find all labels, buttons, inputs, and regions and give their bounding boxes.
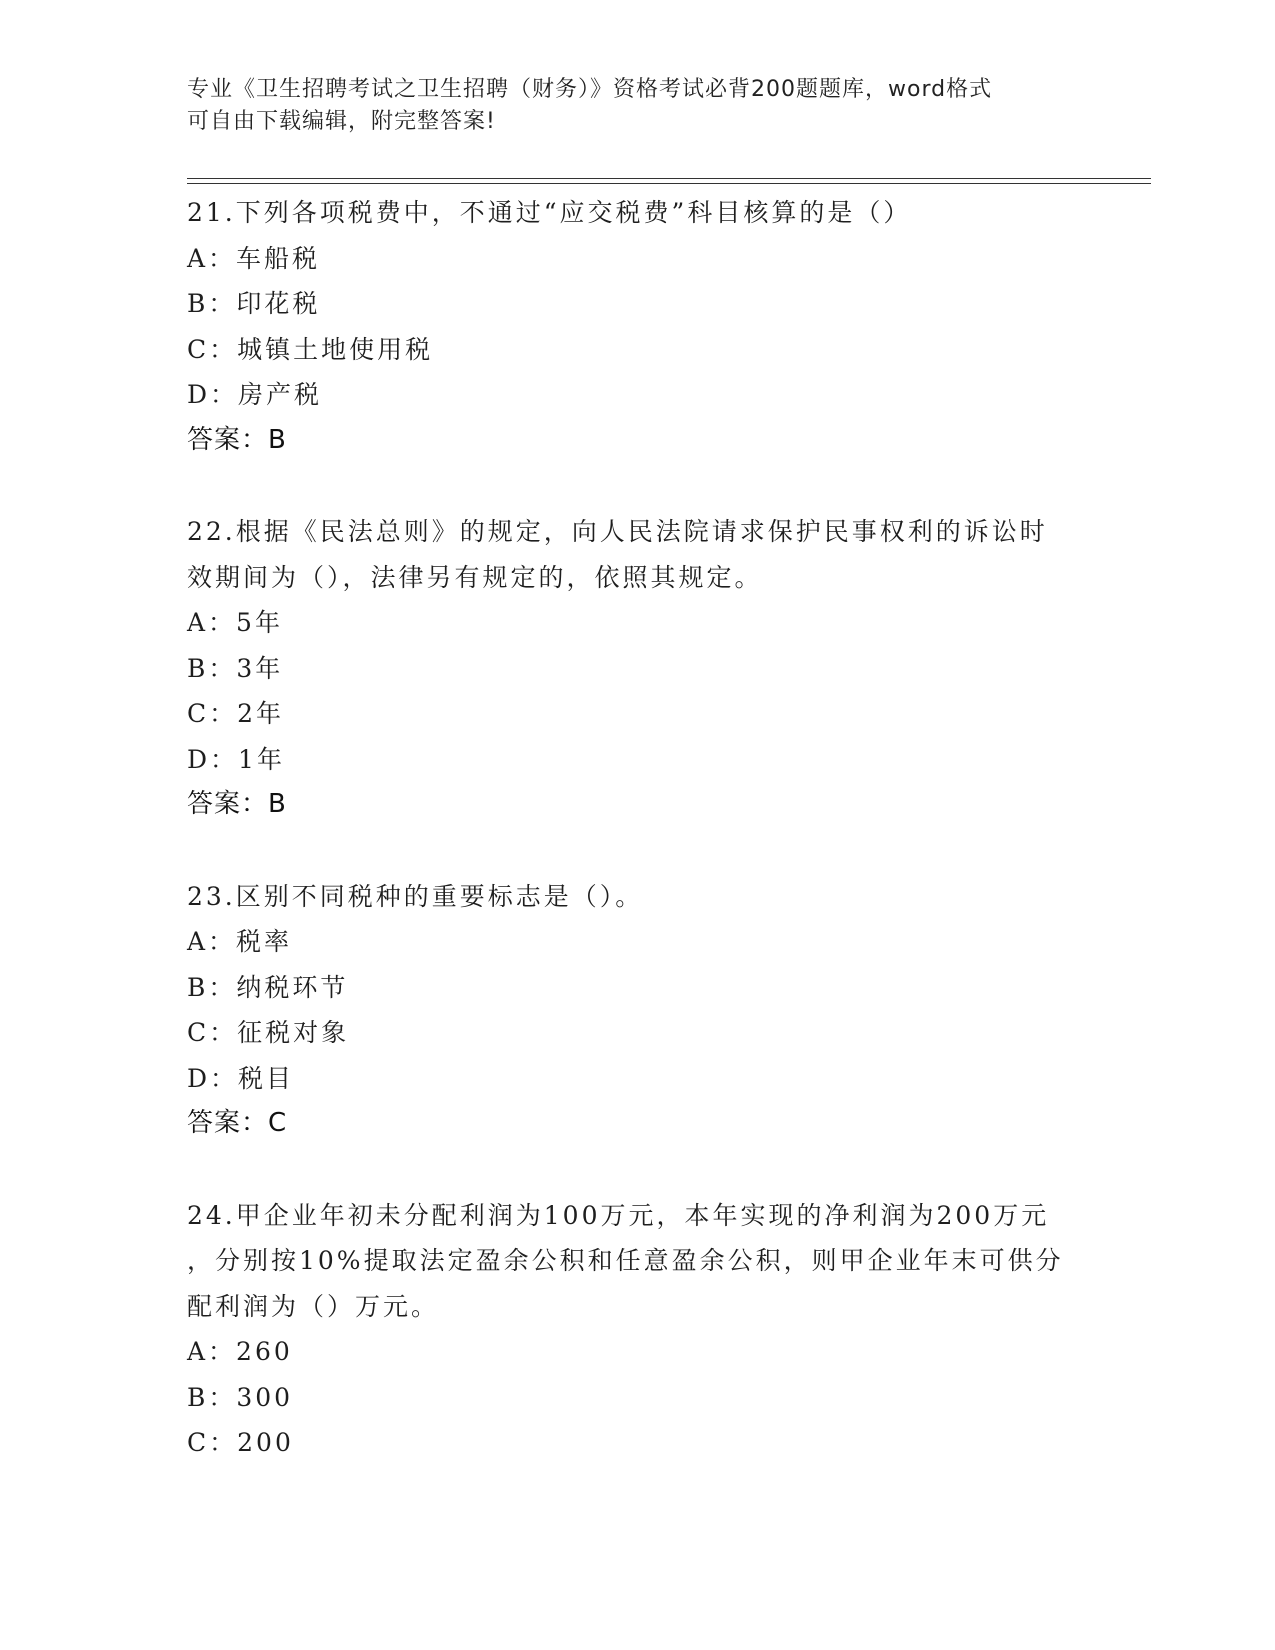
option-d: D：房产税 (187, 380, 323, 409)
question-21 (187, 190, 1087, 463)
question-spacer (187, 463, 1087, 509)
answer-line: 答案：C (187, 1108, 288, 1138)
answer-line: 答案：B (187, 424, 287, 455)
question-text: 22.根据《民法总则》的规定，向人民法院请求保护民事权利的诉讼时 (187, 517, 1048, 546)
option-b: B：纳税环节 (187, 972, 349, 1002)
question-text-continued: 配利润为（）万元。 (187, 1291, 440, 1321)
option-b: B：300 (187, 1382, 294, 1412)
question-text-continued: ，分别按10%提取法定盈余公积和任意盈余公积，则甲企业年末可供分 (187, 1246, 1064, 1275)
answer-line: 答案：B (187, 789, 287, 819)
option-c: C：200 (187, 1428, 294, 1457)
question-22 (187, 509, 1087, 828)
question-text-continued: 效期间为（），法律另有规定的，依照其规定。 (187, 562, 763, 592)
question-24 (187, 1193, 1087, 1466)
option-b: B：3年 (187, 653, 284, 683)
option-c: C：2年 (187, 699, 285, 728)
question-spacer (187, 828, 1087, 874)
option-a: A：260 (187, 1337, 293, 1366)
question-text: 23.区别不同税种的重要标志是（）。 (187, 881, 644, 911)
option-a: A：税率 (187, 927, 293, 956)
header-title-line-2: 可自由下载编辑，附完整答案! (187, 109, 496, 134)
question-23 (187, 874, 1087, 1147)
question-text: 21.下列各项税费中，不通过“应交税费”科目核算的是（） (187, 198, 912, 227)
question-list (187, 190, 1087, 1466)
option-d: D：税目 (187, 1063, 295, 1093)
option-a: A：5年 (187, 608, 283, 637)
option-a: A：车船税 (187, 243, 321, 273)
option-c: C：征税对象 (187, 1018, 350, 1047)
option-c: C：城镇土地使用税 (187, 334, 434, 364)
option-d: D：1年 (187, 744, 285, 774)
header-divider-top (187, 178, 1151, 179)
document-header (187, 74, 1067, 138)
header-divider-bottom (187, 183, 1151, 184)
question-spacer (187, 1147, 1087, 1193)
option-b: B：印花税 (187, 289, 321, 318)
question-text: 24.甲企业年初未分配利润为100万元，本年实现的净利润为200万元 (187, 1200, 1050, 1230)
header-title-line-1: 专业《卫生招聘考试之卫生招聘（财务）》资格考试必背200题题库，word格式 (187, 77, 993, 102)
